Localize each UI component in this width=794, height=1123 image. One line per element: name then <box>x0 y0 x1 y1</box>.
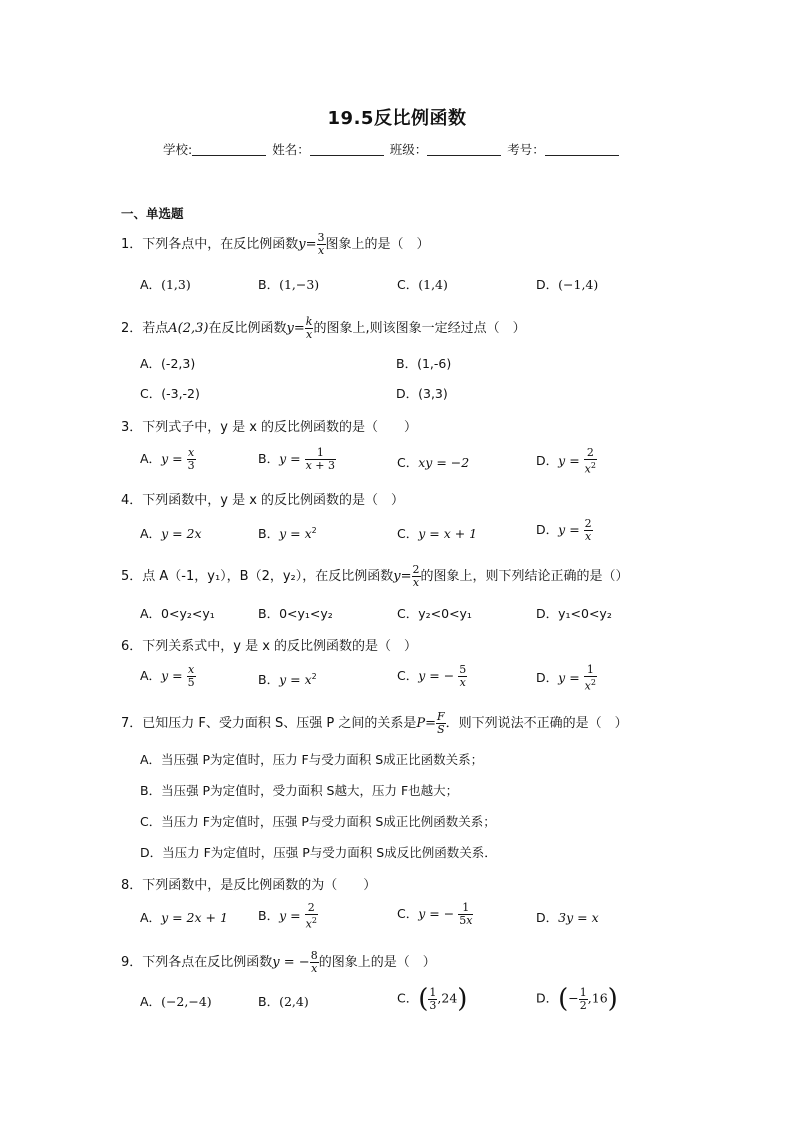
option-a[interactable]: A．y = $\frac{x}{5}$ <box>140 663 195 689</box>
question-7-text: 7．已知压力 F、受力面积 S、压强 P 之间的关系是 <box>121 716 417 731</box>
option-c[interactable]: C．y = − $\frac{5}{x}$ <box>397 663 467 689</box>
option-d[interactable]: D．y = $\frac{1}{x^2}$ <box>536 663 596 693</box>
fraction: $\frac{3}{x}$ <box>317 231 325 257</box>
option-a[interactable]: A．y = 2x <box>140 526 202 541</box>
option-b[interactable]: B．0<y₁<y₂ <box>258 606 333 621</box>
option-a[interactable]: A．0<y₂<y₁ <box>140 606 215 621</box>
question-9-text: 9．下列各点在反比例函数 <box>121 955 273 970</box>
question-3: 3．下列式子中，y 是 x 的反比例函数的是（ ） <box>121 420 418 435</box>
question-5-text: 5．点 A（-1，y₁），B（2，y₂），在反比例函数 <box>121 569 394 584</box>
question-6: 6．下列关系式中，y 是 x 的反比例函数的是（ ） <box>121 639 418 654</box>
option-c[interactable]: C．( $\frac{1}{3}$ ,24) <box>397 984 468 1014</box>
option-d[interactable]: D．当压力 F为定值时，压强 P与受力面积 S成反比例函数关系． <box>140 845 497 860</box>
option-c[interactable]: C．xy = −2 <box>397 455 470 470</box>
option-b[interactable]: B．y = $\frac{2}{x^2}$ <box>258 901 317 931</box>
option-b[interactable]: B．$y = x^2$ <box>258 525 317 541</box>
question-2-text-tail: 的图象上,则该图象一定经过点（ ） <box>313 321 526 336</box>
point-label: A(2,3) <box>168 321 209 336</box>
school-blank <box>192 142 266 156</box>
option-d[interactable]: D．(3,3) <box>396 386 448 401</box>
number-blank <box>545 142 619 156</box>
option-a[interactable]: A．(-2,3) <box>140 356 196 371</box>
question-2-text: 2．若点 <box>121 321 169 336</box>
fraction: $\frac{k}{x}$ <box>305 315 313 341</box>
option-a[interactable]: A．y = 2x + 1 <box>140 910 228 925</box>
option-c[interactable]: C．y₂<0<y₁ <box>397 606 472 621</box>
option-b[interactable]: B．y = $\frac{1}{x + 3}$ <box>258 446 336 472</box>
option-b[interactable]: B．当压强 P为定值时，受力面积 S越大，压力 F也越大； <box>140 783 459 798</box>
option-b[interactable]: B．(1,-6) <box>396 356 452 371</box>
class-label: 班级： <box>389 142 428 157</box>
question-2: 2．若点A(2,3)在反比例函数y= $\frac{k}{x}$ 的图象上,则该图象一定经过点（ ） <box>121 315 526 341</box>
option-c[interactable]: C．y = x + 1 <box>397 526 478 541</box>
name-blank <box>310 142 384 156</box>
option-d[interactable]: D．3y = x <box>536 910 599 925</box>
option-b[interactable]: B．(2,4) <box>258 994 309 1009</box>
option-d[interactable]: D．(−1,4) <box>536 277 599 292</box>
question-2-text-mid: 在反比例函数 <box>208 321 287 336</box>
question-7-text-tail: ．则下列说法不正确的是（ ） <box>445 716 628 731</box>
question-4: 4．下列函数中，y 是 x 的反比例函数的是（ ） <box>121 493 405 508</box>
option-d[interactable]: D．y₁<0<y₂ <box>536 606 612 621</box>
option-a[interactable]: A．(−2,−4) <box>140 994 212 1009</box>
option-d[interactable]: D．y = $\frac{2}{x}$ <box>536 517 592 543</box>
question-9: 9．下列各点在反比例函数y = − $\frac{8}{x}$ 的图象上的是（ ） <box>121 949 436 975</box>
question-5-text-tail: 的图象上，则下列结论正确的是（） <box>420 569 629 584</box>
option-c[interactable]: C．(1,4) <box>397 277 448 292</box>
option-d[interactable]: D．y = $\frac{2}{x^2}$ <box>536 446 596 476</box>
option-a[interactable]: A．当压强 P为定值时，压力 F与受力面积 S成正比函数关系； <box>140 752 484 767</box>
option-a[interactable]: A．(1,3) <box>140 277 191 292</box>
student-info-line <box>163 140 621 158</box>
page-title: 19.5反比例函数 <box>327 108 467 129</box>
option-c[interactable]: C．当压力 F为定值时，压强 P与受力面积 S成正比例函数关系； <box>140 814 496 829</box>
section-heading: 一、单选题 <box>121 206 184 221</box>
name-label: 姓名： <box>272 142 310 157</box>
question-8: 8．下列函数中，是反比例函数的为（ ） <box>121 878 377 893</box>
option-c[interactable]: C．(-3,-2) <box>140 386 200 401</box>
option-b[interactable]: B．(1,−3) <box>258 277 320 292</box>
option-d[interactable]: D．(− $\frac{1}{2}$ ,16) <box>536 984 618 1014</box>
question-1-text-tail: 图象上的是（ ） <box>325 237 430 252</box>
option-a[interactable]: A．y = $\frac{x}{3}$ <box>140 446 195 472</box>
question-9-text-tail: 的图象上的是（ ） <box>318 955 436 970</box>
option-c[interactable]: C．y = − $\frac{1}{5x}$ <box>397 901 473 927</box>
option-b[interactable]: B．$y = x^2$ <box>258 671 317 687</box>
question-1: 1．下列各点中，在反比例函数y= $\frac{3}{x}$ 图象上的是（ ） <box>121 231 430 257</box>
number-label: 考号： <box>507 142 545 157</box>
question-5: 5．点 A（-1，y₁），B（2，y₂），在反比例函数y= $\frac{2}{x}$ 的图象上，则下列结论正确的是（） <box>121 563 629 589</box>
question-1-text: 1．下列各点中，在反比例函数 <box>121 237 299 252</box>
class-blank <box>427 142 501 156</box>
question-7: 7．已知压力 F、受力面积 S、压强 P 之间的关系是P= $\frac{F}{S}$ ．则下列说法不正确的是（ ） <box>121 710 628 736</box>
school-label: 学校: <box>163 142 193 157</box>
